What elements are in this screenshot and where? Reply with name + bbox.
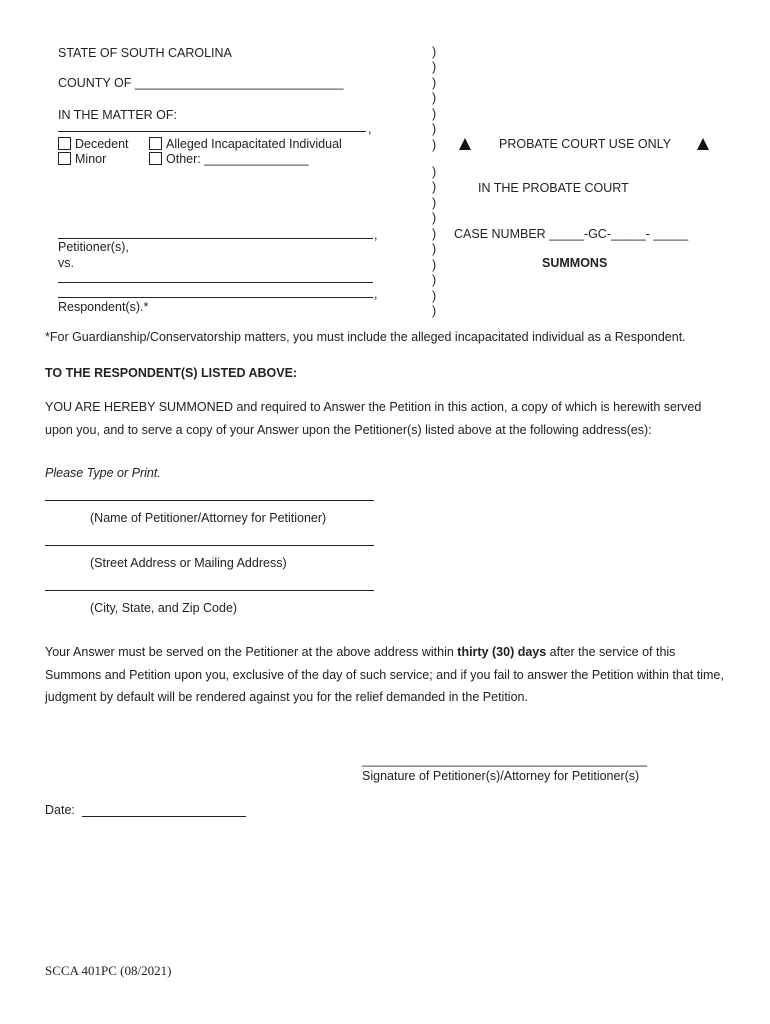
court-use-only-label: PROBATE COURT USE ONLY (499, 137, 672, 151)
state-heading: STATE OF SOUTH CAROLINA (58, 46, 232, 60)
respondent-name-line-1[interactable] (58, 282, 373, 283)
county-field[interactable]: COUNTY OF ______________________________ (58, 76, 344, 90)
minor-option[interactable] (58, 152, 106, 166)
footnote: *For Guardianship/Conservatorship matters, you must include the alleged incapacitated individual as a Respondent. (45, 330, 686, 344)
date-label: Date: (45, 803, 75, 817)
paren: ) (432, 165, 437, 179)
matter-comma: , (368, 122, 372, 136)
respondents-label: Respondent(s).* (58, 300, 149, 314)
alleged-checkbox[interactable] (149, 137, 162, 150)
paren: ) (432, 138, 437, 152)
answer-deadline: thirty (30) days (457, 645, 547, 659)
petitioners-label: Petitioner(s), (58, 240, 129, 254)
paren: ) (432, 273, 437, 287)
paren: ) (432, 258, 437, 272)
answer-paragraph (45, 641, 725, 709)
paren: ) (432, 211, 437, 225)
paren: ) (432, 45, 437, 59)
alleged-label: Alleged Incapacitated Individual (166, 137, 342, 151)
date-line[interactable] (82, 816, 246, 817)
signature-line[interactable]: _________________________________________ (362, 753, 648, 767)
city-line-label: (City, State, and Zip Code) (90, 601, 238, 615)
petitioner-name-line[interactable] (58, 238, 373, 239)
paren: ) (432, 122, 437, 136)
case-number-field[interactable]: CASE NUMBER _____-GC-_____- _____ (454, 227, 689, 241)
summoned-paragraph: YOU ARE HEREBY SUMMONED and required to Answer the Petition in this action, a copy of which is herewith served upon you, and to serve a copy of your Answer upon the Petitioner(s) listed above at the following address(es): (45, 400, 702, 437)
city-line[interactable] (45, 590, 374, 591)
other-option[interactable] (149, 152, 309, 166)
street-line-label: (Street Address or Mailing Address) (90, 556, 287, 570)
paren: ) (432, 180, 437, 194)
decedent-checkbox[interactable] (58, 137, 71, 150)
matter-name-line[interactable] (58, 131, 366, 132)
respondent-name-line-2[interactable] (58, 297, 373, 298)
form-id: SCCA 401PC (08/2021) (45, 963, 172, 978)
paren: ) (432, 304, 437, 318)
signature-label: Signature of Petitioner(s)/Attorney for Petitioner(s) (362, 769, 640, 783)
street-line[interactable] (45, 545, 374, 546)
name-line[interactable] (45, 500, 374, 501)
minor-checkbox[interactable] (58, 152, 71, 165)
paren: ) (432, 76, 437, 90)
alleged-option[interactable] (149, 137, 342, 151)
paren: ) (432, 107, 437, 121)
paren: ) (432, 242, 437, 256)
petitioner-comma: , (374, 228, 378, 242)
paren: ) (432, 196, 437, 210)
matter-heading: IN THE MATTER OF: (58, 108, 177, 122)
answer-text-before: Your Answer must be served on the Petitioner at the above address within (45, 645, 458, 659)
summons-title: SUMMONS (542, 256, 608, 270)
to-respondents-heading: TO THE RESPONDENT(S) LISTED ABOVE: (45, 366, 298, 380)
probate-court-label: IN THE PROBATE COURT (478, 181, 629, 195)
respondent-comma: , (374, 287, 378, 301)
triangle-right-icon (697, 138, 709, 150)
minor-label: Minor (75, 152, 107, 166)
decedent-option[interactable] (58, 137, 129, 151)
vs-label: vs. (58, 256, 74, 270)
triangle-left-icon (459, 138, 471, 150)
paren: ) (432, 60, 437, 74)
answer-text-after: after the service of this Summons and Petition upon you, exclusive of the day of such service; and if you fail to answer the Petition within that time, judgment by default will be rendered against you for the relief demanded in the Petition. (45, 645, 724, 704)
paren: ) (432, 289, 437, 303)
other-checkbox[interactable] (149, 152, 162, 165)
other-label: Other: _______________ (166, 152, 309, 166)
please-type-note: Please Type or Print. (45, 466, 161, 480)
name-line-label: (Name of Petitioner/Attorney for Petitioner) (90, 511, 327, 525)
paren: ) (432, 227, 437, 241)
paren: ) (432, 91, 437, 105)
decedent-label: Decedent (75, 137, 129, 151)
